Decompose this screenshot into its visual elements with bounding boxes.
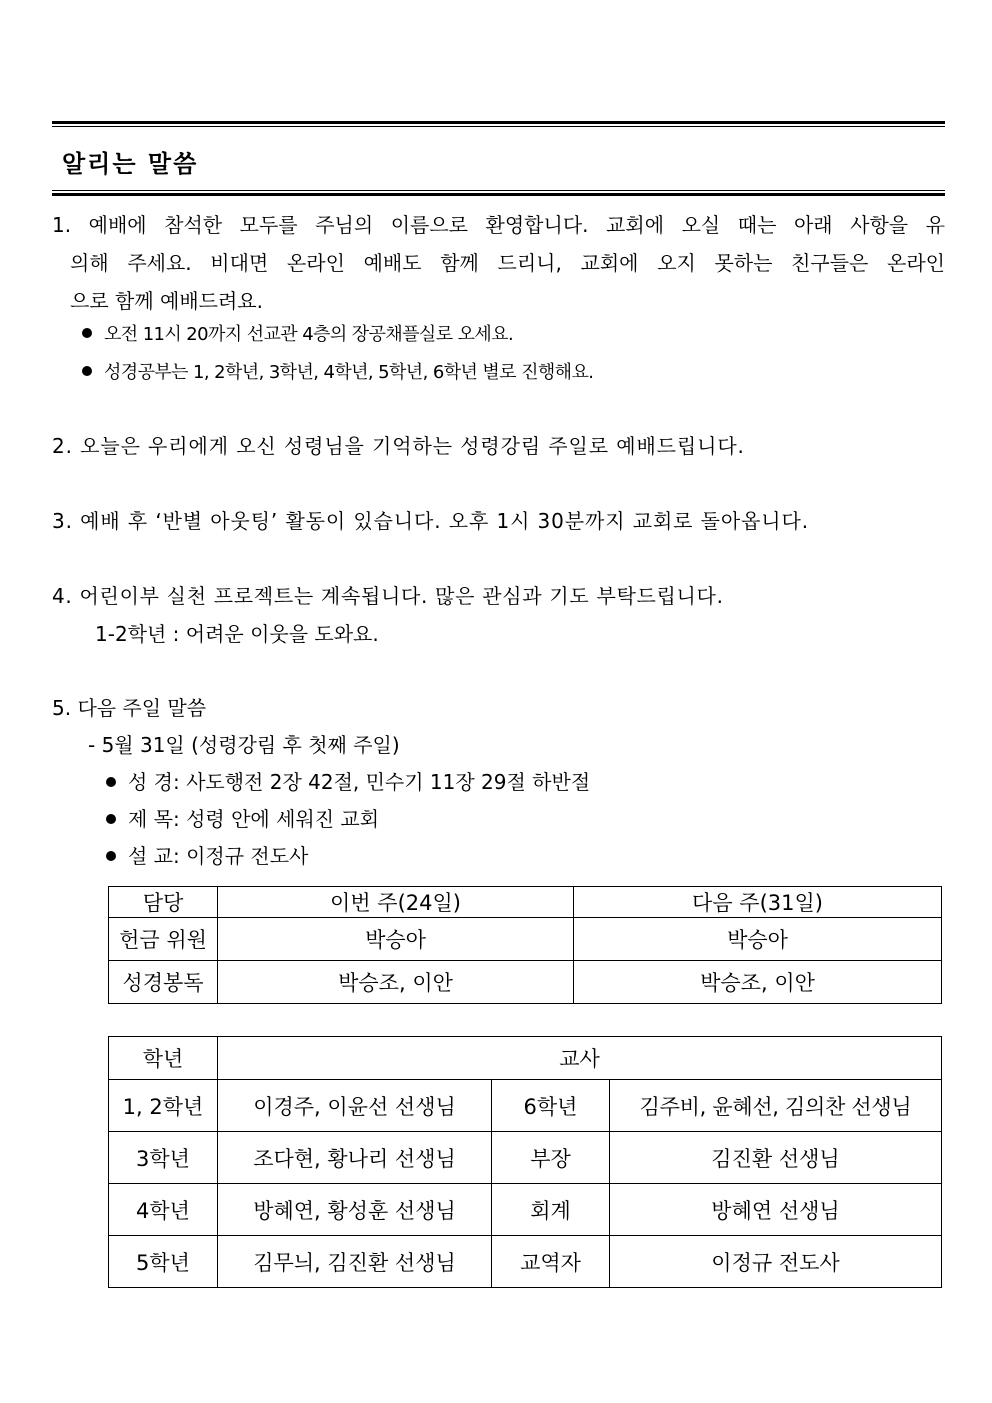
bottom-double-rule-thick xyxy=(52,193,945,196)
table-cell: 김진환 선생님 xyxy=(610,1132,942,1184)
bullet-dot-icon xyxy=(106,777,116,787)
table-cell: 헌금 위원 xyxy=(109,918,218,961)
item2-line: 2. 오늘은 우리에게 오신 성령님을 기억하는 성령강림 주일로 예배드립니다. xyxy=(52,434,745,458)
item5-bullet-scripture: 성 경: 사도행전 2장 42절, 민수기 11장 29절 하반절 xyxy=(106,772,590,792)
table-cell: 교역자 xyxy=(492,1236,610,1288)
table-cell: 1, 2학년 xyxy=(109,1080,218,1132)
bullet-dot-icon xyxy=(106,851,116,861)
table-row xyxy=(109,1080,942,1132)
item1-bullet-1: 오전 11시 20까지 선교관 4층의 장공채플실로 오세요. xyxy=(82,326,513,344)
table-cell: 박승아 xyxy=(574,918,942,961)
table-header-cell: 이번 주(24일) xyxy=(218,887,574,918)
table-cell: 박승조, 이안 xyxy=(574,961,942,1004)
item4-line1: 4. 어린이부 실천 프로젝트는 계속됩니다. 많은 관심과 기도 부탁드립니다. xyxy=(52,584,724,608)
table-cell: 4학년 xyxy=(109,1184,218,1236)
table-row xyxy=(109,1236,942,1288)
duty-table xyxy=(108,886,942,1004)
item3-line: 3. 예배 후 ‘반별 아웃팅’ 활동이 있습니다. 오후 1시 30분까지 교회로 돌아옵니다. xyxy=(52,509,809,533)
item4-line2: 1-2학년 : 어려운 이웃을 도와요. xyxy=(95,622,379,646)
item5-date: - 5월 31일 (성령강림 후 첫째 주일) xyxy=(88,733,400,757)
bullet-dot-icon xyxy=(82,366,92,376)
item1-line3: 으로 함께 예배드려요. xyxy=(70,289,263,313)
bullet-dot-icon xyxy=(82,328,92,338)
table-cell: 부장 xyxy=(492,1132,610,1184)
table-cell: 박승조, 이안 xyxy=(218,961,574,1004)
table-cell: 김무늬, 김진환 선생님 xyxy=(218,1236,492,1288)
table-cell: 회계 xyxy=(492,1184,610,1236)
table-header-cell: 담당 xyxy=(109,887,218,918)
table-header-cell: 학년 xyxy=(109,1037,218,1080)
bottom-double-rule-thin xyxy=(52,190,945,191)
table-cell: 6학년 xyxy=(492,1080,610,1132)
table-row xyxy=(109,961,942,1004)
bullet-dot-icon xyxy=(106,814,116,824)
item1-line1: 1. 예배에 참석한 모두를 주님의 이름으로 환영합니다. 교회에 오실 때는 아래 사항을 유 xyxy=(52,213,945,237)
table-row xyxy=(109,1184,942,1236)
table-cell: 박승아 xyxy=(218,918,574,961)
table-cell: 방혜연, 황성훈 선생님 xyxy=(218,1184,492,1236)
announcement-heading: 알리는 말씀 xyxy=(62,150,199,178)
item5-title: 5. 다음 주일 말씀 xyxy=(52,696,207,720)
table-row xyxy=(109,918,942,961)
table-header-row xyxy=(109,887,942,918)
table-cell: 김주비, 윤혜선, 김의찬 선생님 xyxy=(610,1080,942,1132)
table-row xyxy=(109,1132,942,1184)
table-header-cell: 다음 주(31일) xyxy=(574,887,942,918)
item5-bullet-title: 제 목: 성령 안에 세워진 교회 xyxy=(106,809,379,829)
table-cell: 성경봉독 xyxy=(109,961,218,1004)
top-double-rule-thin xyxy=(52,126,945,127)
table-cell: 이정규 전도사 xyxy=(610,1236,942,1288)
teacher-table xyxy=(108,1036,942,1288)
item1-bullet-2: 성경공부는 1, 2학년, 3학년, 4학년, 5학년, 6학년 별로 진행해요. xyxy=(82,364,593,382)
table-header-cell: 교사 xyxy=(218,1037,942,1080)
item1-line2: 의해 주세요. 비대면 온라인 예배도 함께 드리니, 교회에 오지 못하는 친구들은 온라인 xyxy=(70,251,945,275)
top-double-rule-thick xyxy=(52,121,945,124)
table-cell: 5학년 xyxy=(109,1236,218,1288)
table-cell: 방혜연 선생님 xyxy=(610,1184,942,1236)
item5-bullet-preacher: 설 교: 이정규 전도사 xyxy=(106,846,308,866)
table-cell: 3학년 xyxy=(109,1132,218,1184)
table-header-row xyxy=(109,1037,942,1080)
table-cell: 이경주, 이윤선 선생님 xyxy=(218,1080,492,1132)
table-cell: 조다현, 황나리 선생님 xyxy=(218,1132,492,1184)
